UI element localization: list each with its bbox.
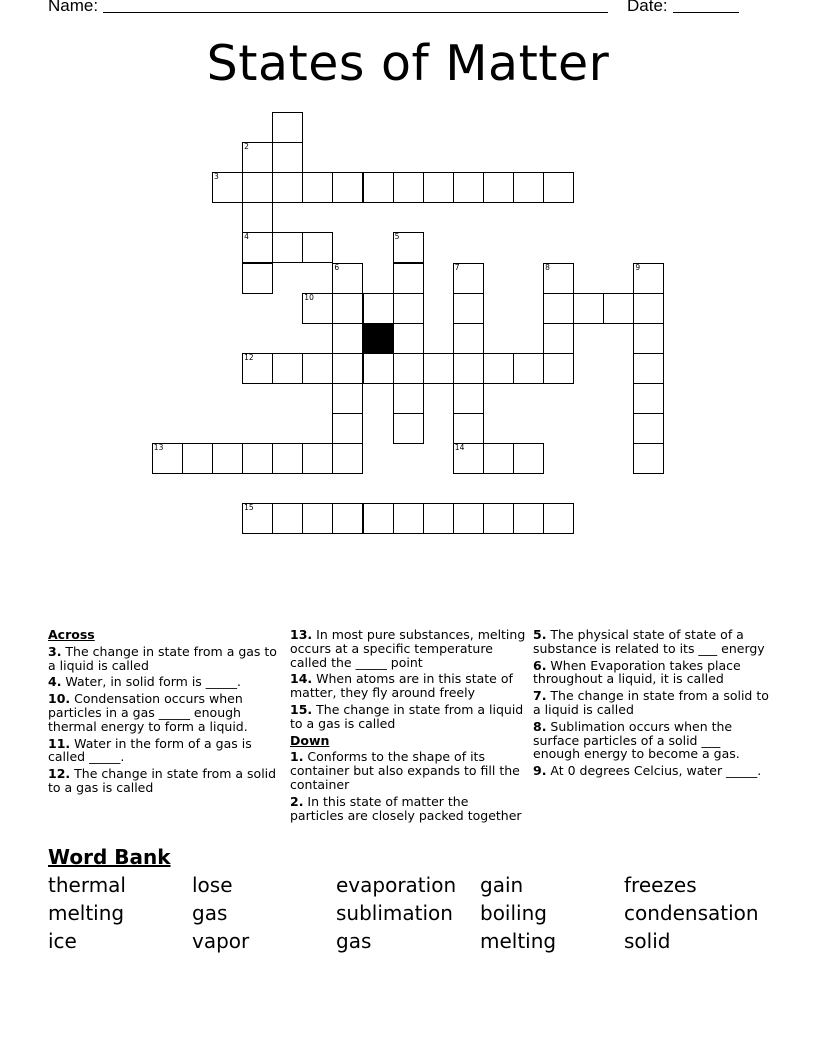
crossword-cell[interactable] (393, 323, 424, 354)
crossword-cell[interactable] (393, 263, 424, 294)
crossword-cell[interactable] (152, 443, 183, 474)
clue-item (290, 795, 526, 823)
clue-number: 2 (244, 142, 249, 152)
clue-item-text: Conforms to the shape of its container but also expands to fill the container (290, 749, 520, 792)
clue-column-3 (533, 628, 769, 781)
crossword-cell[interactable] (332, 503, 363, 534)
clue-item (290, 703, 526, 731)
clue-item-number: 11. (48, 735, 71, 751)
crossword-cell[interactable] (332, 383, 363, 414)
crossword-cell[interactable] (393, 353, 424, 384)
clue-item (290, 672, 526, 700)
crossword-cell[interactable] (453, 323, 484, 354)
clue-number: 6 (334, 262, 340, 272)
clue-number: 14 (454, 443, 465, 453)
crossword-cell[interactable] (453, 383, 484, 414)
crossword-cell[interactable] (272, 112, 303, 143)
clue-item-text: The change in state from a solid to a liquid is called (533, 688, 769, 717)
clue-item-number: 2. (290, 793, 304, 809)
crossword-cell[interactable] (332, 172, 363, 203)
word-bank-item: melting (480, 929, 557, 953)
crossword-cell[interactable] (332, 323, 363, 354)
crossword-cell[interactable] (633, 323, 664, 354)
crossword-cell[interactable] (272, 353, 303, 384)
word-bank (48, 873, 788, 957)
clue-item (48, 737, 284, 765)
crossword-cell[interactable] (543, 503, 574, 534)
crossword-cell[interactable] (543, 172, 574, 203)
name-label: Name: (48, 0, 99, 15)
clue-item-number: 7. (533, 688, 547, 704)
clue-number: 3 (214, 172, 219, 182)
crossword-cell[interactable] (363, 503, 394, 534)
crossword-cell[interactable] (423, 172, 454, 203)
crossword-cell[interactable] (242, 353, 273, 384)
clue-item (533, 628, 769, 656)
word-bank-item: boiling (480, 901, 547, 925)
page-title: States of Matter (206, 35, 610, 92)
crossword-cell[interactable] (633, 443, 664, 474)
crossword-cell[interactable] (483, 172, 514, 203)
clue-item-number: 3. (48, 643, 62, 659)
crossword-cell[interactable] (633, 383, 664, 414)
clue-number: 13 (153, 443, 164, 453)
crossword-cell[interactable] (242, 142, 273, 173)
crossword-cell[interactable] (363, 172, 394, 203)
clue-item (48, 675, 284, 689)
word-bank-item: lose (192, 873, 233, 897)
down-heading: Down (290, 732, 330, 748)
word-bank-title: Word Bank (48, 845, 171, 869)
clue-item-number: 10. (48, 691, 71, 707)
crossword-cell[interactable] (603, 293, 634, 324)
crossword-cell[interactable] (272, 443, 303, 474)
word-bank-item: ice (48, 929, 77, 953)
word-bank-item: evaporation (336, 873, 457, 897)
crossword-cell[interactable] (363, 293, 394, 324)
crossword-cell[interactable] (302, 172, 333, 203)
word-bank-item: sublimation (336, 901, 453, 925)
clue-item-text: The physical state of state of a substance is related to its ___ energy (533, 627, 765, 656)
crossword-cell[interactable] (453, 353, 484, 384)
crossword-cell[interactable] (633, 413, 664, 444)
clue-item-number: 9. (533, 763, 547, 779)
crossword-cell[interactable] (393, 503, 424, 534)
crossword-cell[interactable] (272, 232, 303, 263)
word-bank-item: gain (480, 873, 524, 897)
crossword-cell[interactable] (573, 293, 604, 324)
crossword-cell[interactable] (332, 263, 363, 294)
clue-item-text: When Evaporation takes place throughout a liquid, it is called (533, 657, 741, 687)
clue-number: 10 (304, 292, 314, 302)
word-bank-item: thermal (48, 873, 126, 897)
clue-item-text: When atoms are in this state of matter, they fly around freely (290, 671, 513, 701)
clue-item-text: In most pure substances, melting occurs at a specific temperature called the _____ point (290, 627, 526, 670)
clue-item-number: 4. (48, 674, 62, 690)
clue-item-text: Water in the form of a gas is called _____. (48, 735, 252, 765)
crossword-cell[interactable] (242, 202, 273, 233)
clue-item-number: 15. (290, 701, 313, 717)
crossword-cell[interactable] (393, 232, 424, 263)
crossword-cell[interactable] (513, 443, 544, 474)
clue-number: 5 (394, 232, 400, 242)
crossword-cell[interactable] (302, 293, 333, 324)
crossword-cell[interactable] (302, 353, 333, 384)
crossword-cell[interactable] (513, 172, 544, 203)
clue-item (48, 767, 284, 795)
crossword-cell[interactable] (272, 172, 303, 203)
clue-column-2 (290, 628, 526, 825)
crossword-cell[interactable] (302, 443, 333, 474)
clue-item-number: 1. (290, 749, 304, 765)
clue-item-text: Water, in solid form is _____. (61, 674, 242, 690)
crossword-cell[interactable] (332, 413, 363, 444)
crossword-cell[interactable] (242, 232, 273, 263)
crossword-cell[interactable] (182, 443, 213, 474)
crossword-cell[interactable] (543, 353, 574, 384)
crossword-cell[interactable] (393, 293, 424, 324)
word-bank-item: condensation (624, 901, 759, 925)
crossword-cell[interactable] (393, 383, 424, 414)
crossword-cell[interactable] (543, 323, 574, 354)
crossword-cell[interactable] (483, 503, 514, 534)
crossword-cell[interactable] (453, 263, 484, 294)
crossword-cell[interactable] (393, 172, 424, 203)
clue-item (290, 628, 526, 669)
clue-number: 15 (244, 503, 254, 513)
crossword-cell[interactable] (302, 232, 333, 263)
clue-item (533, 659, 769, 687)
crossword-cell[interactable] (212, 443, 243, 474)
clue-item (48, 645, 284, 673)
crossword-cell[interactable] (513, 503, 544, 534)
crossword-cell[interactable] (543, 263, 574, 294)
clue-item (48, 692, 284, 733)
clue-item-number: 13. (290, 627, 313, 642)
clue-item-text: Condensation occurs when particles in a gas _____ enough thermal energy to form a liquid. (48, 691, 248, 734)
clue-item-number: 14. (290, 671, 313, 687)
date-label: Date: (627, 0, 668, 15)
crossword-cell[interactable] (453, 172, 484, 203)
crossword-cell[interactable] (423, 503, 454, 534)
crossword-cell[interactable] (242, 443, 273, 474)
word-bank-item: gas (336, 929, 372, 953)
clue-item (290, 750, 526, 791)
crossword-cell[interactable] (212, 172, 243, 203)
clue-number: 9 (635, 262, 641, 272)
crossword-cell[interactable] (483, 353, 514, 384)
clue-item-text: The change in state from a solid to a gas is called (48, 766, 277, 795)
clue-item (533, 764, 769, 778)
clue-item-number: 12. (48, 766, 71, 782)
crossword-cell[interactable] (453, 503, 484, 534)
clue-number: 7 (454, 262, 460, 272)
clue-item-text: Sublimation occurs when the surface particles of a solid ___ enough energy to become a gas. (533, 718, 740, 762)
clue-item-number: 8. (533, 718, 547, 734)
crossword-cell[interactable] (453, 293, 484, 324)
crossword-cell[interactable] (242, 503, 273, 534)
crossword-cell[interactable] (423, 353, 454, 384)
word-bank-item: melting (48, 901, 125, 925)
black-cell (363, 323, 394, 354)
word-bank-item: solid (624, 929, 671, 953)
clue-item (533, 720, 769, 761)
crossword-cell[interactable] (242, 263, 273, 294)
crossword-cell[interactable] (633, 353, 664, 384)
crossword-cell[interactable] (633, 263, 664, 294)
crossword-cell[interactable] (543, 293, 574, 324)
crossword-cell[interactable] (393, 413, 424, 444)
clue-number: 12 (244, 352, 254, 362)
crossword-cell[interactable] (332, 293, 363, 324)
word-bank-item: gas (192, 901, 228, 925)
crossword-cell[interactable] (633, 293, 664, 324)
word-bank-item: freezes (624, 873, 697, 897)
crossword-cell[interactable] (272, 142, 303, 173)
word-bank-item: vapor (192, 929, 250, 953)
clue-number: 8 (545, 262, 550, 272)
clue-item-text: At 0 degrees Celcius, water _____. (546, 763, 762, 779)
clue-item-text: In this state of matter the particles are closely packed together (290, 793, 522, 823)
across-heading: Across (48, 627, 95, 642)
crossword-cell[interactable] (272, 503, 303, 534)
clue-item-text: The change in state from a gas to a liquid is called (48, 643, 277, 673)
clue-item-number: 5. (533, 627, 547, 642)
crossword-cell[interactable] (453, 443, 484, 474)
clue-column-1 (48, 628, 284, 798)
crossword-cell[interactable] (332, 353, 363, 384)
crossword-cell[interactable] (242, 172, 273, 203)
crossword-cell[interactable] (332, 443, 363, 474)
clue-item-text: The change in state from a liquid to a gas is called (290, 701, 524, 731)
crossword-cell[interactable] (483, 443, 514, 474)
crossword-cell[interactable] (513, 353, 544, 384)
crossword-cell[interactable] (453, 413, 484, 444)
clue-number: 4 (244, 232, 249, 242)
clue-item (533, 689, 769, 717)
crossword-cell[interactable] (363, 353, 394, 384)
clue-item-number: 6. (533, 657, 547, 673)
crossword-cell[interactable] (302, 503, 333, 534)
